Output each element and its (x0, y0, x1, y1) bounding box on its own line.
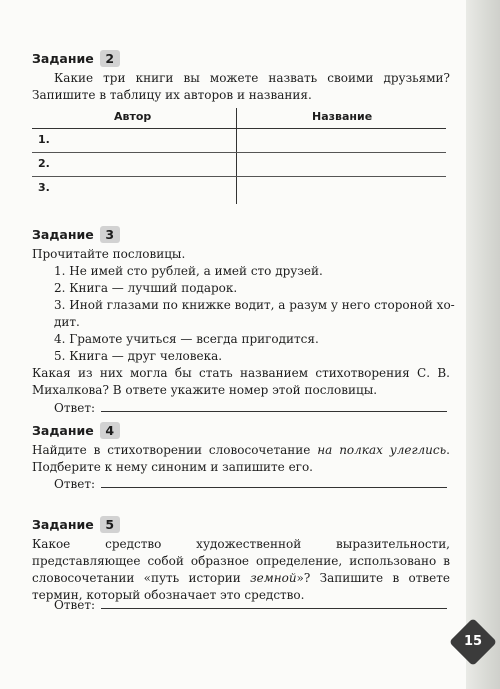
task-4-text (32, 442, 450, 476)
task-number-badge: 4 (100, 422, 120, 439)
row-number: 1. (38, 133, 50, 146)
list-item: 5. Книга — друг человека. (54, 349, 223, 363)
task-3-question: Какая из них могла бы стать названием стихотворения С. В. Михалкова? В ответе укажите номер этой пословицы. (32, 366, 450, 397)
italic-phrase: земной (250, 571, 297, 585)
answer-line[interactable] (101, 410, 447, 412)
answer-line[interactable] (101, 486, 447, 488)
task-5-heading (32, 514, 120, 534)
header-title: Название (312, 110, 373, 123)
proverbs-list (54, 263, 455, 365)
list-item: 3. Иной глазами по книжке водит, а разум у него стороной хо- (54, 298, 455, 312)
task-5-text (32, 536, 450, 604)
task-5-answer[interactable] (54, 598, 447, 612)
answer-line[interactable] (101, 607, 447, 609)
task-number-badge: 5 (100, 516, 120, 533)
answer-label: Ответ: (54, 477, 96, 491)
answer-label: Ответ: (54, 598, 96, 612)
text-segment: Найдите в стихотворении словосочетание (32, 443, 318, 457)
task-label: Задание (32, 422, 94, 438)
list-item: 2. Книга — лучший подарок. (54, 281, 238, 295)
page-edge-shadow (466, 0, 500, 689)
table-row[interactable] (32, 129, 446, 153)
text-segment: Какое средство художественной выразительности, представляющее собой образное определение, использовано в словосочетании «путь истории (32, 537, 450, 585)
list-item: дит. (54, 315, 80, 329)
task-4-answer[interactable] (54, 477, 447, 491)
list-item: 1. Не имей сто рублей, а имей сто друзей. (54, 264, 323, 278)
row-number: 3. (38, 181, 50, 194)
task-label: Задание (32, 516, 94, 532)
task-label: Задание (32, 226, 94, 242)
task-3-answer[interactable] (54, 401, 447, 415)
table-row[interactable] (32, 153, 446, 177)
task-number-badge: 3 (100, 226, 120, 243)
task-number-badge: 2 (100, 50, 120, 67)
authors-table (32, 108, 446, 200)
task-2-text: Какие три книги вы можете назвать своими друзьями? Запишите в таблицу их авторов и названия. (32, 71, 450, 102)
text-segment: . Подберите к нему синоним и запишите его. (32, 443, 450, 474)
header-author: Автор (114, 110, 152, 123)
answer-label: Ответ: (54, 401, 96, 415)
italic-phrase: на полках улеглись (317, 443, 447, 457)
task-2-heading (32, 48, 120, 68)
table-row[interactable] (32, 177, 446, 200)
task-3-intro: Прочитайте пословицы. (32, 247, 186, 261)
table-header (32, 108, 446, 129)
page-number: 15 (463, 634, 483, 649)
text-segment: »? Запишите в ответе термин, который обозначает это средство. (32, 571, 450, 602)
task-3-heading (32, 224, 120, 244)
task-label: Задание (32, 50, 94, 66)
list-item: 4. Грамоте учиться — всегда пригодится. (54, 332, 319, 346)
task-4-heading (32, 420, 120, 440)
row-number: 2. (38, 157, 50, 170)
